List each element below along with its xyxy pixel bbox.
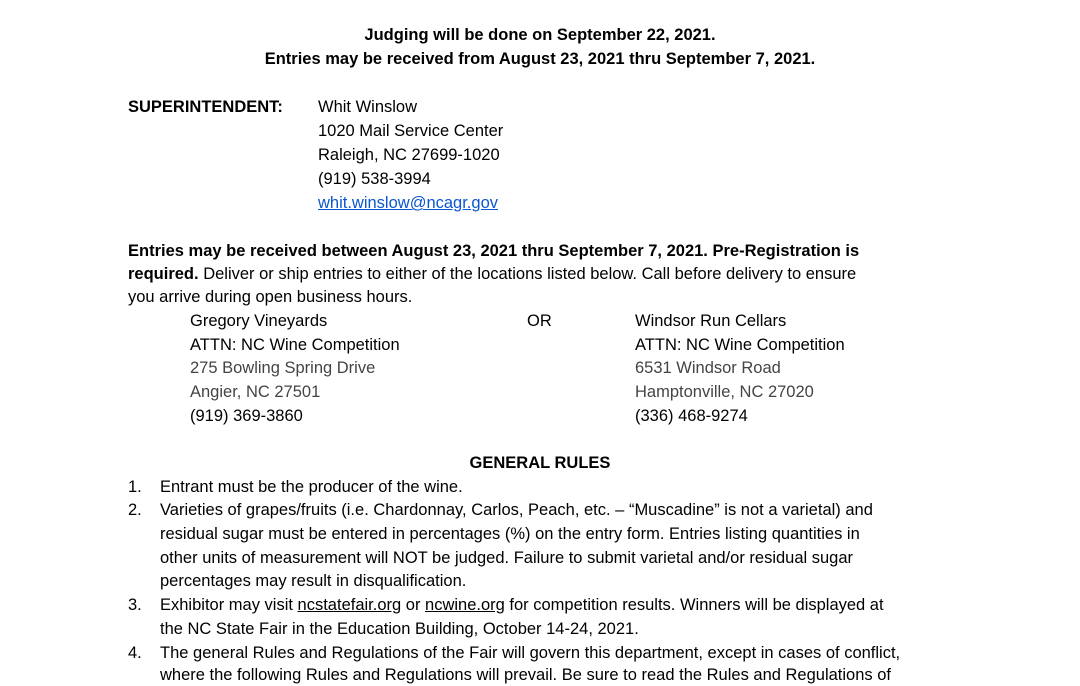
location-right-attn: ATTN: NC Wine Competition — [635, 336, 845, 354]
entry-window-line: Entries may be received from August 23, 2021 thru September 7, 2021. — [264, 50, 816, 68]
rule-2-number: 2. — [128, 501, 142, 519]
location-right-city: Hamptonville, NC 27020 — [635, 383, 814, 401]
superintendent-label: SUPERINTENDENT: — [128, 98, 283, 116]
rule-3-line-1 — [160, 594, 884, 616]
rule-3-line-2: the NC State Fair in the Education Building, October 14-24, 2021. — [160, 620, 639, 638]
rule-3-pre-text: Exhibitor may visit — [160, 596, 298, 614]
location-right-phone: (336) 468-9274 — [635, 407, 748, 425]
ncwine-link[interactable]: ncwine.org — [425, 596, 505, 614]
rule-2-line-3: other units of measurement will NOT be judged. Failure to submit varietal and/or residual sugar — [160, 549, 854, 567]
location-left-attn: ATTN: NC Wine Competition — [190, 336, 400, 354]
entry-info-line-2 — [128, 263, 856, 285]
rule-1-text: Entrant must be the producer of the wine. — [160, 478, 463, 496]
or-separator: OR — [527, 312, 552, 330]
superintendent-phone: (919) 538-3994 — [318, 170, 431, 188]
superintendent-email-link[interactable]: whit.winslow@ncagr.gov — [318, 194, 498, 212]
rule-3-mid-text: or — [401, 596, 426, 614]
location-left-phone: (919) 369-3860 — [190, 407, 303, 425]
entry-info-bold-line: Entries may be received between August 23, 2021 thru September 7, 2021. Pre-Registration is — [128, 242, 860, 260]
entry-info-required: required. — [128, 265, 199, 283]
rule-1-number: 1. — [128, 478, 142, 496]
location-right-street: 6531 Windsor Road — [635, 359, 781, 377]
rule-4-line-2: where the following Rules and Regulations will prevail. Be sure to read the Rules and Regulations of — [160, 666, 892, 684]
entry-info-delivery-text: Deliver or ship entries to either of the locations listed below. Call before delivery to ensure — [198, 265, 857, 283]
location-left-street: 275 Bowling Spring Drive — [190, 359, 376, 377]
rule-3-number: 3. — [128, 596, 142, 614]
superintendent-address-1: 1020 Mail Service Center — [318, 122, 504, 140]
rule-3-post-text: for competition results. Winners will be displayed at — [504, 596, 884, 614]
location-left-name: Gregory Vineyards — [190, 312, 328, 330]
superintendent-name: Whit Winslow — [318, 98, 418, 116]
judging-date-line: Judging will be done on September 22, 2021. — [364, 26, 716, 44]
superintendent-address-2: Raleigh, NC 27699-1020 — [318, 146, 500, 164]
rule-2-line-4: percentages may result in disqualification. — [160, 572, 467, 590]
location-right-name: Windsor Run Cellars — [635, 312, 787, 330]
general-rules-heading: GENERAL RULES — [469, 454, 611, 472]
location-left-city: Angier, NC 27501 — [190, 383, 321, 401]
entry-info-line-3: you arrive during open business hours. — [128, 288, 413, 306]
ncstatefair-link[interactable]: ncstatefair.org — [297, 596, 402, 614]
rule-4-line-1: The general Rules and Regulations of the Fair will govern this department, except in cases of conflict, — [160, 644, 901, 662]
rule-4-number: 4. — [128, 644, 142, 662]
rule-2-line-2: residual sugar must be entered in percentages (%) on the entry form. Entries listing quantities in — [160, 525, 860, 543]
rule-2-line-1: Varieties of grapes/fruits (i.e. Chardonnay, Carlos, Peach, etc. – “Muscadine” is not a varietal) and — [160, 501, 873, 519]
